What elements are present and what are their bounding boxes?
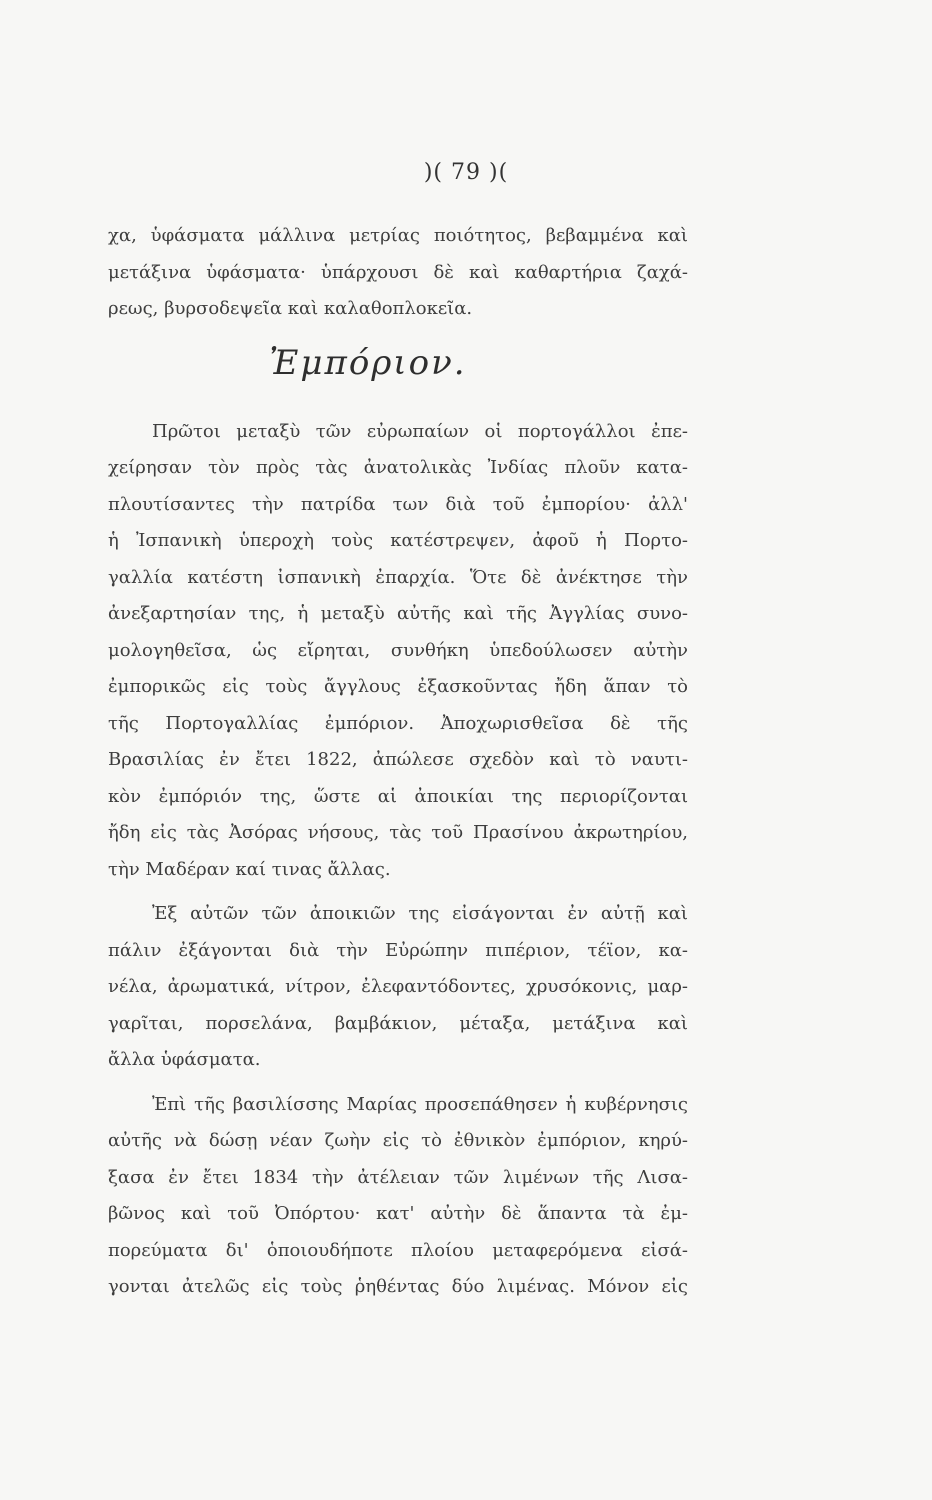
page-number: )( 79 )( xyxy=(423,160,509,185)
paragraph-line: ἐμπορικῶς εἰς τοὺς ἄγγλους ἐξασκοῦντας ἤδη ἅπαν τὸ xyxy=(108,676,688,697)
paragraph-line: νέλα, ἀρωματικά, νίτρον, ἐλεφαντόδοντες, χρυσόκονις, μαρ- xyxy=(108,976,688,997)
paragraph-line: Ἐπὶ τῆς βασιλίσσης Μαρίας προσεπάθησεν ἡ κυβέρνησις xyxy=(152,1093,688,1115)
paragraph-line: γονται ἀτελῶς εἰς τοὺς ῥηθέντας δύο λιμένας. Μόνον εἰς xyxy=(108,1276,688,1297)
paragraph xyxy=(108,896,688,1079)
paragraph-line: Πρῶτοι μεταξὺ τῶν εὐρωπαίων οἱ πορτογάλλοι ἐπε- xyxy=(152,420,688,442)
intro-line: ρεως, βυρσοδεψεῖα καὶ καλαθοπλοκεῖα. xyxy=(108,298,473,319)
paragraph-line: Βρασιλίας ἐν ἔτει 1822, ἀπώλεσε σχεδὸν καὶ τὸ ναυτι- xyxy=(108,749,688,770)
text-block xyxy=(108,218,688,1306)
paragraph xyxy=(108,414,688,889)
paragraph-line: αὐτῆς νὰ δώσῃ νέαν ζωὴν εἰς τὸ ἐθνικὸν ἐμπόριον, κηρύ- xyxy=(108,1130,688,1151)
paragraph-line: πορεύματα δι' ὁποιουδήποτε πλοίου μεταφερόμενα εἰσά- xyxy=(108,1239,688,1261)
paragraph-line: τὴν Μαδέραν καί τινας ἄλλας. xyxy=(108,858,391,880)
paragraph-line: γαρῖται, πορσελάνα, βαμβάκιον, μέταξα, μετάξινα καὶ xyxy=(108,1012,688,1034)
intro-line: χα, ὑφάσματα μάλλινα μετρίας ποιότητος, βεβαμμένα καὶ xyxy=(108,225,688,246)
paragraph-line: κὸν ἐμπόριόν της, ὥστε αἱ ἀποικίαι της περιορίζονται xyxy=(108,785,688,807)
intro-line: μετάξινα ὑφάσματα· ὑπάρχουσι δὲ καὶ καθαρτήρια ζαχά- xyxy=(108,261,688,283)
paragraph-line: ξασα ἐν ἔτει 1834 τὴν ἀτέλειαν τῶν λιμένων τῆς Λισα- xyxy=(108,1166,688,1188)
paragraph-line: ἤδη εἰς τὰς Ἀσόρας νήσους, τὰς τοῦ Πρασίνου ἀκρωτηρίου, xyxy=(108,822,688,843)
paragraph-line: τῆς Πορτογαλλίας ἐμπόριον. Ἀποχωρισθεῖσα δὲ τῆς xyxy=(108,712,688,734)
paragraph-gap xyxy=(108,888,688,896)
paragraph-line: μολογηθεῖσα, ὡς εἴρηται, συνθήκη ὑπεδούλωσεν αὐτὴν xyxy=(108,639,688,661)
section-title: Ἐμπόριον. xyxy=(269,342,467,383)
paragraph-line: ἄλλα ὑφάσματα. xyxy=(108,1049,261,1070)
paragraph-line: γαλλία κατέστη ἰσπανικὴ ἐπαρχία. Ὅτε δὲ ἀνέκτησε τὴν xyxy=(108,566,688,588)
paragraph-line: Ἐξ αὐτῶν τῶν ἀποικιῶν της εἰσάγονται ἐν αὐτῇ καὶ xyxy=(152,903,688,924)
paragraph-line: πλουτίσαντες τὴν πατρίδα των διὰ τοῦ ἐμπορίου· ἀλλ' xyxy=(108,493,688,515)
paragraph xyxy=(108,1087,688,1306)
paragraph-line: χείρησαν τὸν πρὸς τὰς ἀνατολικὰς Ἰνδίας πλοῦν κατα- xyxy=(108,457,688,478)
paragraph-gap xyxy=(108,1079,688,1087)
paragraph-line: ἡ Ἰσπανικὴ ὑπεροχὴ τοὺς κατέστρεψεν, ἀφοῦ ἡ Πορτο- xyxy=(108,530,688,551)
paragraph-line: ἀνεξαρτησίαν της, ἡ μεταξὺ αὐτῆς καὶ τῆς Ἀγγλίας συνο- xyxy=(108,603,688,624)
paragraph-line: βῶνος καὶ τοῦ Ὀπόρτου· κατ' αὐτὴν δὲ ἅπαντα τὰ ἐμ- xyxy=(108,1203,688,1224)
paragraph-line: πάλιν ἐξάγονται διὰ τὴν Εὐρώπην πιπέριον, τέϊον, κα- xyxy=(108,939,688,961)
